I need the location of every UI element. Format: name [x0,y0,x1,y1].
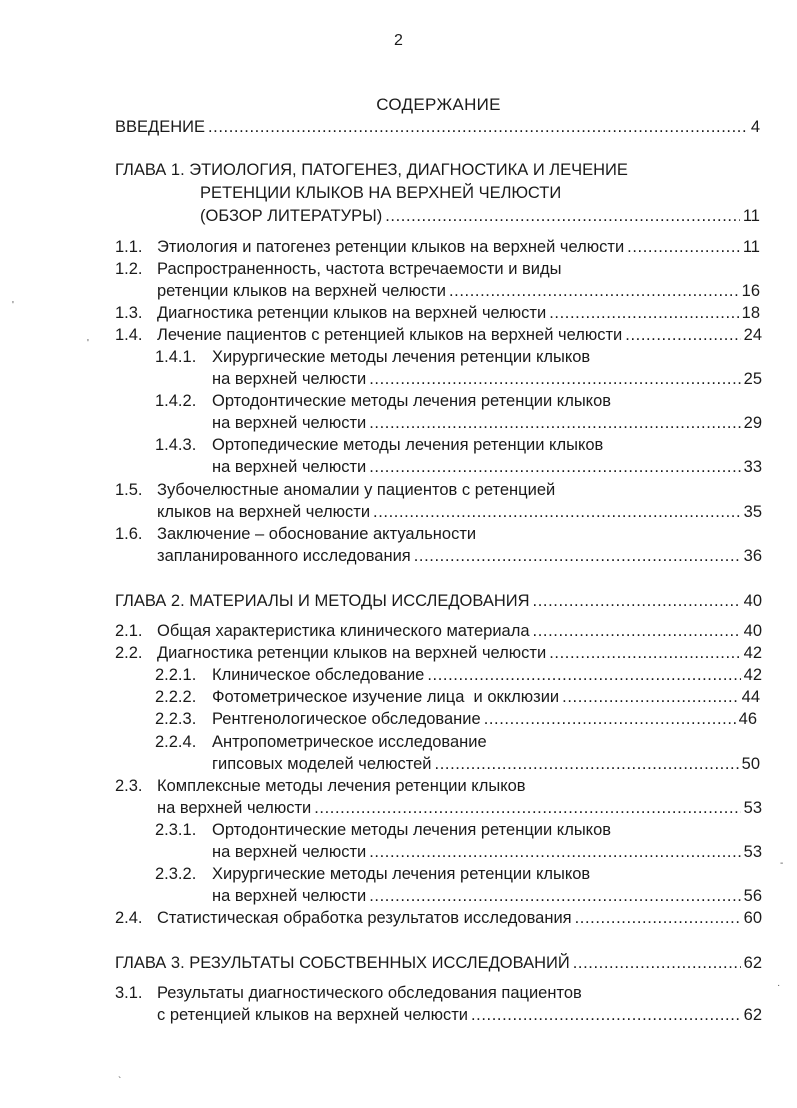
toc-entry-title: ГЛАВА 3. РЕЗУЛЬТАТЫ СОБСТВЕННЫХ ИССЛЕДОВАНИЙ [115,954,570,972]
toc-entry-line [115,523,476,545]
page-number: 2 [394,32,403,49]
toc-entry-page: 62 [743,1006,762,1024]
toc-entry [212,841,762,863]
toc-entry [115,302,760,324]
leader-dots [625,324,740,346]
toc-entry-number: 1.4.2. [155,392,197,410]
toc-entry-number: 1.2. [115,260,143,278]
toc-entry-title: с ретенцией клыков на верхней челюсти [157,1006,468,1024]
toc-entry-title: Рентгенологическое обследование [212,710,481,728]
toc-entry [212,412,762,434]
toc-entry-page: 62 [743,954,762,972]
toc-entry-number: 1.4. [115,326,143,344]
toc-entry-title: на верхней челюсти [212,458,367,476]
page-title: СОДЕРЖАНИЕ [376,95,501,114]
scan-speck: · [777,980,781,991]
toc-entry-page: 56 [743,887,762,905]
toc-entry-line [155,863,590,885]
toc-entry-line [155,819,611,841]
leader-dots [369,456,740,478]
toc-entry [200,205,760,227]
toc-entry-line-text: Комплексные методы лечения ретенции клыков [157,777,526,795]
toc-entry [115,116,760,138]
toc-entry-page: 11 [742,238,760,256]
toc-entry-page: 40 [743,622,762,640]
toc-entry-title: Клиническое обследование [212,666,425,684]
toc-entry [212,456,762,478]
toc-entry [157,1004,762,1026]
toc-entry [157,280,760,302]
leader-dots [369,885,740,907]
toc-entry-title: (ОБЗОР ЛИТЕРАТУРЫ) [200,207,383,225]
toc-entry-title: ВВЕДЕНИЕ [115,118,205,136]
toc-entry-line-text: Распространенность, частота встречаемости и виды [157,260,562,278]
toc-entry [157,501,762,523]
toc-entry-line [115,258,561,280]
toc-entry-page: 16 [741,282,760,300]
toc-entry-title: на верхней челюсти [212,887,367,905]
toc-entry-title: клыков на верхней челюсти [157,503,371,521]
toc-entry-title: на верхней челюсти [157,799,312,817]
toc-entry-title: Статистическая обработка результатов исследования [157,909,572,927]
toc-entry [212,885,762,907]
toc-entry-line [155,346,590,368]
toc-entry-title: на верхней челюсти [212,414,367,432]
toc-entry-title: на верхней челюсти [212,370,367,388]
toc-entry [115,642,762,664]
toc-entry-line [115,479,555,501]
leader-dots [573,952,741,974]
scan-speck: - [780,858,784,869]
toc-entry-number: 2.4. [115,909,143,927]
toc-entry-line-text: Хирургические методы лечения ретенции клыков [212,865,591,883]
toc-entry-title: Фотометрическое изучение лица и окклюзии [212,688,560,706]
toc-entry-title: Лечение пациентов с ретенцией клыков на верхней челюсти [157,326,623,344]
toc-entry-page: 18 [741,304,760,322]
toc-chapter-line: ГЛАВА 1. ЭТИОЛОГИЯ, ПАТОГЕНЕЗ, ДИАГНОСТИКА И ЛЕЧЕНИЕ [115,161,628,179]
scan-speck: ' [12,300,14,311]
toc-entry [155,686,760,708]
toc-entry [115,324,762,346]
toc-entry-title: запланированного исследования [157,547,411,565]
toc-entry-number: 2.3. [115,777,143,795]
toc-entry-line-text: Ортопедические методы лечения ретенции клыков [212,436,604,454]
toc-entry [157,797,762,819]
toc-entry-title: ГЛАВА 2. МАТЕРИАЛЫ И МЕТОДЫ ИССЛЕДОВАНИЯ [115,592,530,610]
toc-entry-line-text: Ортодонтические методы лечения ретенции клыков [212,392,612,410]
toc-entry-page: 4 [750,118,760,136]
leader-dots [414,545,741,567]
leader-dots [533,590,741,612]
toc-entry-number: 2.1. [115,622,143,640]
toc-entry [212,368,762,390]
toc-entry-line-text: Антропометрическое исследование [212,733,487,751]
toc-entry-title: на верхней челюсти [212,843,367,861]
toc-entry-page: 24 [743,326,762,344]
toc-entry-page: 44 [741,688,760,706]
leader-dots [471,1004,741,1026]
leader-dots [484,708,736,730]
leader-dots [627,236,740,258]
leader-dots [427,664,740,686]
toc-entry-number: 1.1. [115,238,143,256]
toc-entry-number: 1.3. [115,304,143,322]
toc-entry-page: 50 [741,755,760,773]
toc-entry-number: 2.2.4. [155,733,197,751]
toc-entry-title: Общая характеристика клинического материала [157,622,530,640]
toc-entry-page: 42 [743,666,762,684]
toc-entry [115,236,760,258]
leader-dots [373,501,741,523]
toc-entry [155,664,762,686]
toc-entry [115,590,762,612]
leader-dots [533,620,741,642]
toc-entry-line [115,775,526,797]
toc-entry-line [155,434,603,456]
toc-entry-page: 46 [738,710,757,728]
toc-entry-page: 11 [742,207,760,225]
toc-entry-page: 33 [743,458,762,476]
toc-entry-title: Диагностика ретенции клыков на верхней челюсти [157,644,547,662]
toc-entry-page: 53 [743,799,762,817]
toc-entry-line-text: Зубочелюстные аномалии у пациентов с ретенцией [157,481,556,499]
toc-chapter-line: РЕТЕНЦИИ КЛЫКОВ НА ВЕРХНЕЙ ЧЕЛЮСТИ [200,184,562,202]
toc-entry-title: Этиология и патогенез ретенции клыков на верхней челюсти [157,238,625,256]
toc-entry [115,952,762,974]
toc-entry-line-text: Ортодонтические методы лечения ретенции клыков [212,821,612,839]
toc-entry [155,708,757,730]
leader-dots [549,302,738,324]
toc-entry-line [115,982,582,1004]
leader-dots [549,642,740,664]
toc-entry-number: 2.3.2. [155,865,197,883]
leader-dots [435,753,739,775]
toc-entry-number: 2.3.1. [155,821,197,839]
toc-entry [157,545,762,567]
toc-entry-title: ретенции клыков на верхней челюсти [157,282,446,300]
toc-entry-page: 29 [743,414,762,432]
leader-dots [314,797,740,819]
toc-entry-number: 3.1. [115,984,143,1002]
toc-entry-page: 25 [743,370,762,388]
toc-entry-title: Диагностика ретенции клыков на верхней челюсти [157,304,547,322]
toc-entry-number: 1.6. [115,525,143,543]
toc-entry-number: 2.2.1. [155,666,197,684]
toc-entry-line-text: Заключение – обоснование актуальности [157,525,477,543]
toc-entry-number: 1.5. [115,481,143,499]
toc-entry-number: 1.4.3. [155,436,197,454]
leader-dots [449,280,739,302]
toc-entry-line [155,731,487,753]
leader-dots [369,368,740,390]
toc-entry-page: 53 [743,843,762,861]
toc-entry-page: 40 [743,592,762,610]
leader-dots [562,686,738,708]
toc-entry-number: 2.2.2. [155,688,197,706]
toc-entry-page: 35 [743,503,762,521]
toc-entry [115,907,762,929]
toc-entry [212,753,760,775]
toc-entry-page: 42 [743,644,762,662]
scan-speck: ` [118,1076,122,1087]
leader-dots [369,841,740,863]
leader-dots [369,412,740,434]
toc-entry-title: гипсовых моделей челюстей [212,755,432,773]
toc-entry-number: 2.2. [115,644,143,662]
toc-entry-number: 2.2.3. [155,710,197,728]
leader-dots [575,907,741,929]
toc-entry [115,620,762,642]
leader-dots [385,205,740,227]
toc-entry-number: 1.4.1. [155,348,197,366]
toc-entry-page: 36 [743,547,762,565]
toc-entry-line-text: Хирургические методы лечения ретенции клыков [212,348,591,366]
toc-entry-line-text: Результаты диагностического обследования пациентов [157,984,582,1002]
toc-entry-page: 60 [743,909,762,927]
scan-speck: ' [87,338,89,349]
leader-dots [208,116,748,138]
toc-entry-line [155,390,611,412]
